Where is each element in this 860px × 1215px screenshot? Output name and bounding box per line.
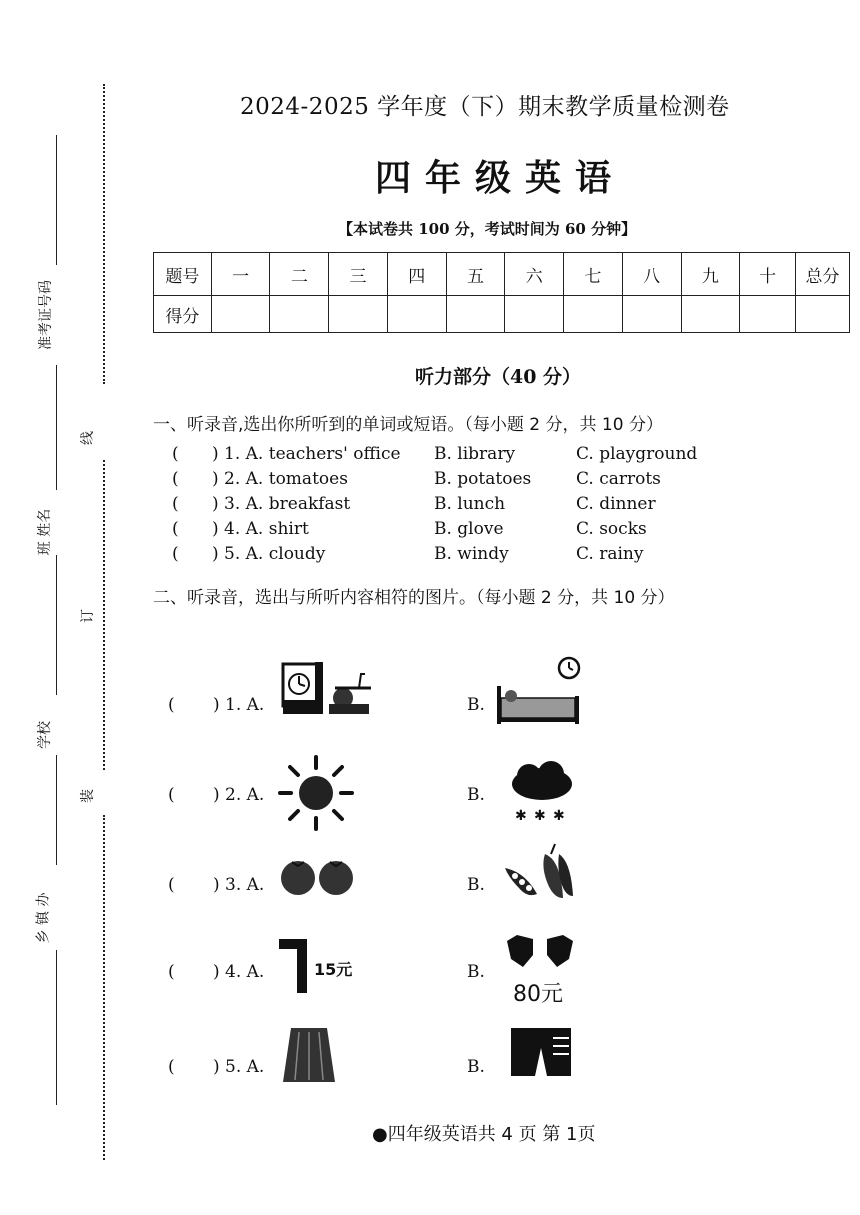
binding-line-label: 线 [80,431,96,445]
admission-number-label: 准考证号码 [38,280,54,350]
svg-text:✱: ✱ [534,808,546,824]
option-a-label: ) 5. A. [213,1057,265,1077]
section-2-question [165,935,765,1015]
score-col-2: 二 [270,253,329,296]
score-col-1: 一 [211,253,270,296]
answer-paren[interactable]: ( [172,519,179,539]
answer-paren[interactable]: ( [172,444,179,464]
name-blank [56,365,57,490]
shorts-picture[interactable] [507,1024,575,1080]
option-b: B. lunch [434,494,506,514]
score-col-9: 九 [681,253,740,296]
score-table-score-row [154,296,850,333]
svg-text:✱: ✱ [515,808,527,824]
option-c: C. playground [576,444,698,464]
score-cell[interactable] [446,296,505,333]
answer-paren[interactable]: ( [172,494,179,514]
admission-number-blank [56,135,57,265]
score-cell[interactable] [740,296,796,333]
township-blank [56,950,57,1105]
score-cell[interactable] [270,296,329,333]
price-tag-a: 15元 [314,960,353,979]
score-cell[interactable] [622,296,681,333]
dotted-cut-line [103,460,105,770]
answer-paren[interactable]: ( [168,785,175,805]
option-b: B. glove [434,519,504,539]
answer-paren[interactable]: ( [168,1057,175,1077]
option-c: C. carrots [576,469,661,489]
sun-picture[interactable] [277,754,355,832]
section-1-question [172,544,732,569]
binding-margin [0,0,130,1215]
option-b-label: B. [467,875,485,895]
listening-part-title: 听力部分（40 分） [415,366,582,388]
option-a: ) 2. A. tomatoes [212,469,348,489]
score-col-8: 八 [622,253,681,296]
section-1-question [172,444,732,469]
answer-paren[interactable]: ( [168,962,175,982]
score-col-10: 十 [740,253,796,296]
score-table [153,252,850,333]
gloves-picture[interactable] [503,933,577,969]
skirt-picture[interactable] [279,1026,339,1086]
score-col-total: 总分 [796,253,850,296]
section-1-question [172,469,732,494]
answer-paren[interactable]: ( [172,469,179,489]
option-c: C. rainy [576,544,644,564]
answer-paren[interactable]: ( [172,544,179,564]
option-a-label: ) 3. A. [213,875,265,895]
section-2-question [165,848,765,928]
option-c: C. socks [576,519,647,539]
score-cell[interactable] [796,296,850,333]
exam-note: 【本试卷共 100 分，考试时间为 60 分钟】 [338,220,637,238]
answer-paren[interactable]: ( [168,875,175,895]
school-blank [56,555,57,695]
township-label: 乡 镇 办 [35,892,52,944]
option-a-label: ) 2. A. [213,785,265,805]
score-cell[interactable] [505,296,564,333]
option-a: ) 1. A. teachers' office [212,444,401,464]
class-name-label: 班 姓名 [37,508,54,556]
dotted-cut-line [103,815,105,1160]
section-1-question [172,519,732,544]
option-a-label: ) 1. A. [213,695,265,715]
section-2-title: 二、听录音，选出与所听内容相符的图片。（每小题 2 分，共 10 分） [153,588,675,608]
binding-pack-label: 装 [80,789,96,803]
subject-title: 四年级英语 [375,157,626,199]
section-1-title: 一、听录音,选出你所听到的单词或短语。（每小题 2 分，共 10 分） [153,415,663,435]
school-label: 学校 [37,721,53,749]
score-table-row-label: 得分 [154,296,212,333]
binding-bind-label: 订 [80,609,96,623]
option-a: ) 4. A. shirt [212,519,309,539]
option-b-label: B. [467,962,485,982]
score-table-row-label: 题号 [154,253,212,296]
option-a: ) 3. A. breakfast [212,494,351,514]
option-a: ) 5. A. cloudy [212,544,326,564]
price-tag-b: 80元 [513,982,563,1007]
section-2-question [165,758,765,838]
score-cell[interactable] [211,296,270,333]
score-col-6: 六 [505,253,564,296]
score-col-3: 三 [329,253,388,296]
option-b: B. potatoes [434,469,532,489]
option-b-label: B. [467,785,485,805]
score-cell[interactable] [564,296,623,333]
option-a-label: ) 4. A. [213,962,265,982]
peas-picture[interactable] [501,842,581,904]
section-2-question [165,1030,765,1110]
svg-text:✱: ✱ [553,808,565,824]
answer-paren[interactable]: ( [168,695,175,715]
score-cell[interactable] [387,296,446,333]
score-col-5: 五 [446,253,505,296]
score-cell[interactable] [681,296,740,333]
page-footer: ●四年级英语共 4 页 第 1页 [372,1124,596,1145]
option-c: C. dinner [576,494,656,514]
section-1-question [172,494,732,519]
scarf-picture[interactable] [277,935,313,997]
township-blank-upper [56,755,57,865]
clock-child-desk-picture[interactable] [275,660,375,720]
section-2-question [165,668,765,748]
snow-cloud-picture[interactable] [507,760,577,830]
tomatoes-picture[interactable] [278,856,358,896]
score-col-4: 四 [387,253,446,296]
option-b: B. library [434,444,516,464]
option-b: B. windy [434,544,509,564]
dotted-cut-line [103,84,105,384]
option-b-label: B. [467,1057,485,1077]
score-col-7: 七 [564,253,623,296]
score-table-header-row [154,253,850,296]
bed-clock-picture[interactable] [495,656,585,728]
option-b-label: B. [467,695,485,715]
score-cell[interactable] [329,296,388,333]
exam-title: 2024-2025 学年度（下）期末教学质量检测卷 [240,94,730,120]
